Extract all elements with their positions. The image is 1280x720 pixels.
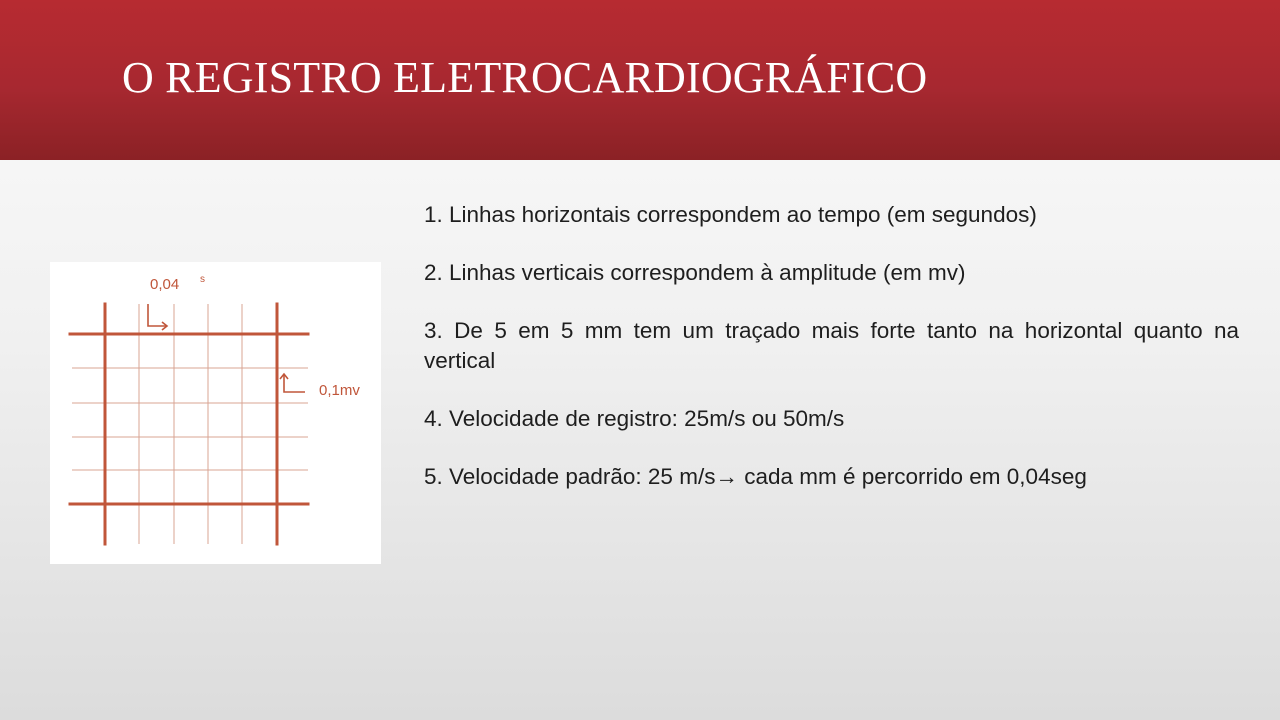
amplitude-label: 0,1mv [319, 382, 360, 399]
list-item: 3. De 5 em 5 mm tem um traçado mais forte tanto na horizontal quanto na vertical [424, 318, 1239, 373]
list-item: 5. Velocidade padrão: 25 m/s→ cada mm é percorrido em 0,04seg [424, 464, 1087, 489]
list-item: 4. Velocidade de registro: 25m/s ou 50m/s [424, 406, 845, 431]
bullet-list [424, 200, 1239, 520]
title-bar [0, 0, 1280, 160]
time-unit-label: s [200, 274, 205, 285]
amplitude-marker-arrow [280, 374, 305, 392]
ecg-grid-thick-lines [70, 304, 308, 544]
ecg-grid-diagram [50, 262, 381, 564]
slide-title: O REGISTRO ELETROCARDIOGRÁFICO [122, 53, 928, 102]
ecg-grid-figure [50, 262, 381, 564]
list-item: 2. Linhas verticais correspondem à amplitude (em mv) [424, 260, 966, 285]
list-item: 1. Linhas horizontais correspondem ao tempo (em segundos) [424, 202, 1037, 227]
ecg-grid-thin-lines [72, 304, 308, 544]
time-label: 0,04 [150, 276, 180, 293]
time-marker-arrow [148, 304, 167, 330]
